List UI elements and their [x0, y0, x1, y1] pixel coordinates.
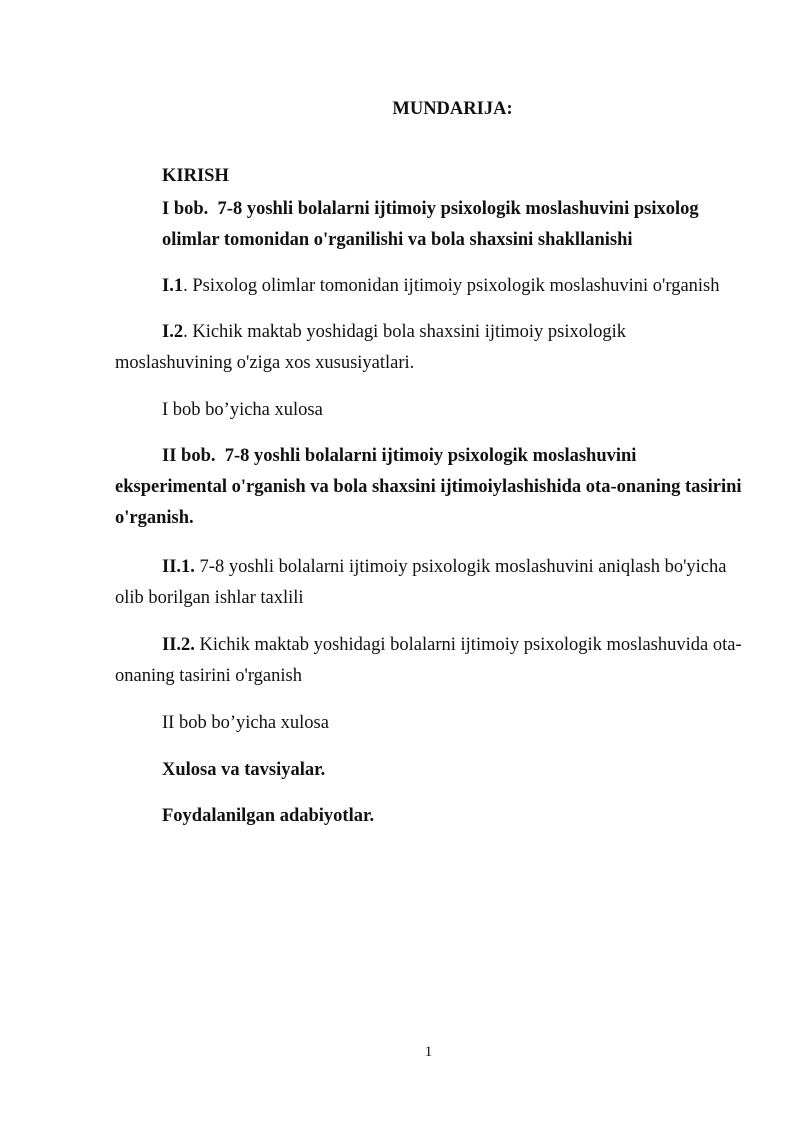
- toc-section-2-2: [115, 630, 745, 692]
- toc-section-1-2: [115, 317, 745, 379]
- chapter-2-number: II bob.: [162, 446, 216, 466]
- section-2-2-text: Kichik maktab yoshidagi bolalarni ijtimoiy psixologik moslashuvida ota-onaning tasirini o'rganish: [115, 635, 742, 686]
- page-title: MUNDARIJA:: [392, 99, 513, 119]
- toc-conclusions: Xulosa va tavsiyalar.: [162, 760, 326, 780]
- section-2-2-number: II.2.: [162, 635, 195, 655]
- toc-chapter-2: [115, 441, 745, 534]
- toc-references: Foydalanilgan adabiyotlar.: [162, 806, 375, 826]
- section-2-1-text: 7-8 yoshli bolalarni ijtimoiy psixologik moslashuvini aniqlash bo'yicha olib borilgan ishlar taxlili: [115, 557, 727, 608]
- toc-chapter-1: [115, 194, 745, 256]
- section-1-1-number: I.1: [162, 276, 184, 296]
- section-1-1-text: . Psixolog olimlar tomonidan ijtimoiy psixologik moslashuvini o'rganish: [183, 276, 720, 296]
- toc-kirish: KIRISH: [162, 166, 229, 186]
- page-number: 1: [424, 1044, 433, 1060]
- chapter-1-title: 7-8 yoshli bolalarni ijtimoiy psixologik moslashuvini psixolog olimlar tomonidan o'rganilishi va bola shaxsini shakllanishi: [162, 199, 699, 250]
- section-1-2-text: . Kichik maktab yoshidagi bola shaxsini ijtimoiy psixologik moslashuvining o'ziga xos xususiyatlari.: [115, 322, 627, 373]
- chapter-1-number: I bob.: [162, 199, 209, 219]
- section-2-1-number: II.1.: [162, 557, 195, 577]
- chapter-2-title: 7-8 yoshli bolalarni ijtimoiy psixologik moslashuvini eksperimental o'rganish va bola shaxsini ijtimoiylashishida ota-onaning tasirini o'rganish.: [115, 446, 742, 528]
- toc-section-2-1: [115, 552, 745, 614]
- toc-chapter-1-conclusion: I bob bo’yicha xulosa: [162, 400, 323, 420]
- section-1-2-number: I.2: [162, 322, 184, 342]
- toc-section-1-1: [115, 271, 745, 302]
- toc-chapter-2-conclusion: II bob bo’yicha xulosa: [162, 713, 329, 733]
